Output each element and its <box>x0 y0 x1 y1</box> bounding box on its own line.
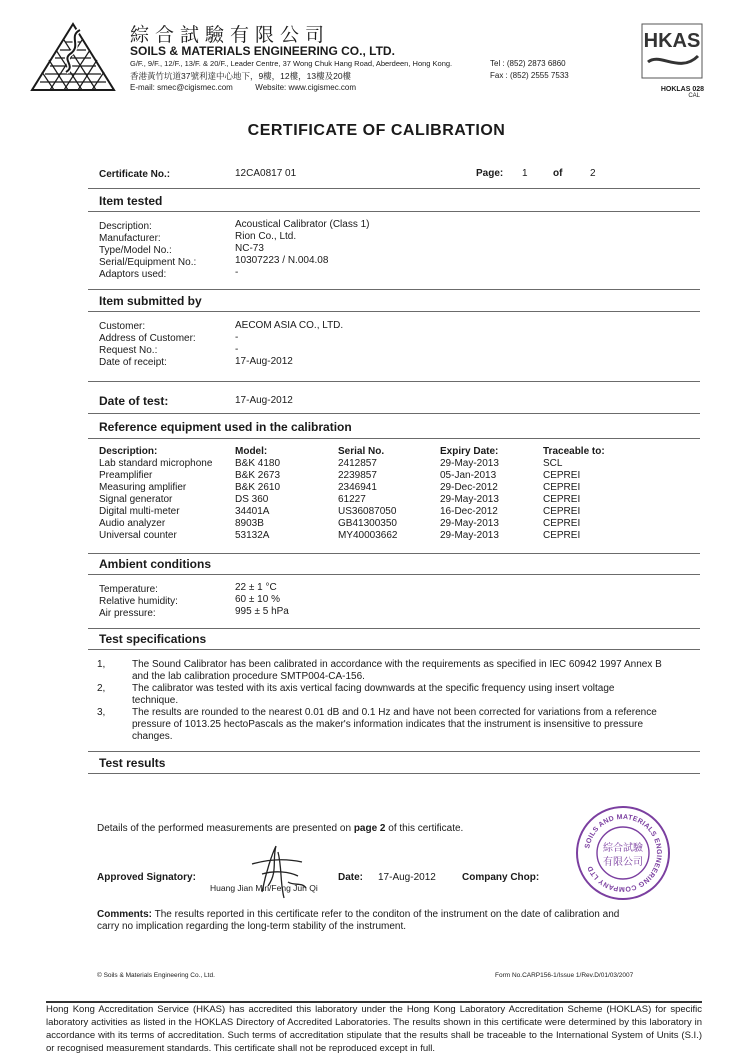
customer-value: AECOM ASIA CO., LTD. <box>235 320 344 331</box>
certificate-no-value: 12CA0817 01 <box>235 168 297 179</box>
company-name-chinese: 綜合試驗有限公司 <box>130 24 331 46</box>
signatory-date-value: 17-Aug-2012 <box>378 872 436 883</box>
details-prefix: Details of the performed measurements are presented on <box>97 823 354 834</box>
reference-traceable-column <box>543 446 605 542</box>
air-pressure-label: Air pressure: <box>99 608 156 619</box>
item-description-value: Acoustical Calibrator (Class 1) <box>235 219 370 230</box>
model-value: NC-73 <box>235 243 264 254</box>
hoklas-cal: CAL <box>688 93 700 99</box>
stamp-ring-text: SOILS AND MATERIALS ENGINEERING COMPANY LTD <box>584 813 663 893</box>
hoklas-number: HOKLAS 028 <box>660 86 704 93</box>
divider <box>88 311 700 312</box>
divider <box>88 413 700 414</box>
table-cell: Audio analyzer <box>99 518 166 529</box>
test-results-title: Test results <box>99 756 166 770</box>
adaptors-label: Adaptors used: <box>99 269 167 280</box>
customer-label: Customer: <box>99 321 146 332</box>
table-cell: 16-Dec-2012 <box>440 506 498 517</box>
serial-value: 10307223 / N.004.08 <box>235 255 329 266</box>
page-of: of <box>553 168 563 179</box>
hkas-mark-icon <box>640 22 704 80</box>
table-cell: Preamplifier <box>99 470 153 481</box>
column-header: Traceable to: <box>543 446 605 457</box>
column-header: Description: <box>99 446 158 457</box>
website-text: Website: www.cigismec.com <box>255 83 357 92</box>
page-title: CERTIFICATE OF CALIBRATION <box>247 122 506 139</box>
comments-line2: carry no implication regarding the long-term stability of the instrument. <box>97 921 407 932</box>
divider <box>88 289 700 290</box>
email-text: E-mail: smec@cigismec.com <box>130 83 233 92</box>
table-cell: 8903B <box>235 518 264 529</box>
signatory-name: Huang Jian Min/Feng Jun Qi <box>210 883 318 893</box>
serial-label: Serial/Equipment No.: <box>99 257 197 268</box>
details-text <box>97 823 463 835</box>
receipt-date-value: 17-Aug-2012 <box>235 356 293 367</box>
table-cell: CEPREI <box>543 530 581 541</box>
signature-scribble <box>232 842 342 902</box>
page-total: 2 <box>590 168 596 179</box>
table-cell: 29-Dec-2012 <box>440 482 498 493</box>
manufacturer-label: Manufacturer: <box>99 233 161 244</box>
table-cell: B&K 2673 <box>235 470 281 481</box>
date-of-test-label: Date of test: <box>99 394 169 408</box>
spec-text: The calibrator was tested with its axis vertical facing downwards at the specific frequency using insert voltage technique. <box>132 683 615 706</box>
divider <box>88 438 700 439</box>
table-cell: Universal counter <box>99 530 177 541</box>
column-header: Expiry Date: <box>440 446 499 457</box>
company-chop-stamp <box>575 805 671 901</box>
customer-address-label: Address of Customer: <box>99 333 196 344</box>
air-pressure-value: 995 ± 5 hPa <box>235 606 289 617</box>
page-label: Page: <box>476 168 504 179</box>
reference-description-column <box>99 446 212 542</box>
contact-line <box>130 83 356 92</box>
column-header: Model: <box>235 446 268 457</box>
humidity-value: 60 ± 10 % <box>235 594 280 605</box>
adaptors-value: - <box>235 267 239 278</box>
address-english: G/F., 9/F., 12/F., 13/F. & 20/F., Leader Centre, 37 Wong Chuk Hang Road, Aberdeen, Hong Kong. <box>130 59 453 68</box>
spec-number: 1, <box>97 659 106 670</box>
table-cell: GB41300350 <box>338 518 397 529</box>
company-logo <box>30 20 116 92</box>
details-suffix: of this certificate. <box>385 823 464 834</box>
model-label: Type/Model No.: <box>99 245 172 256</box>
spec-number: 2, <box>97 683 106 694</box>
item-tested-title: Item tested <box>99 194 163 208</box>
reference-serial-column <box>338 446 398 542</box>
divider <box>88 574 700 575</box>
divider <box>88 553 700 554</box>
divider <box>88 649 700 650</box>
fax-text: Fax : (852) 2555 7533 <box>490 71 569 80</box>
table-cell: 34401A <box>235 506 270 517</box>
approved-signatory-label: Approved Signatory: <box>97 872 196 883</box>
table-cell: 29-May-2013 <box>440 530 499 541</box>
table-cell: 2346941 <box>338 482 377 493</box>
table-cell: B&K 2610 <box>235 482 281 493</box>
reference-model-column <box>235 446 280 542</box>
spec-number: 3, <box>97 707 106 718</box>
table-cell: CEPREI <box>543 482 581 493</box>
table-cell: 29-May-2013 <box>440 458 499 469</box>
company-chop-label: Company Chop: <box>462 872 540 883</box>
comments-text <box>97 909 657 933</box>
item-description-label: Description: <box>99 221 152 232</box>
table-cell: 2239857 <box>338 470 377 481</box>
table-cell: Lab standard microphone <box>99 458 213 469</box>
spec-text: The results are rounded to the nearest 0.01 dB and 0.1 Hz and have not been corrected for variations from a reference pressure of 1013.25 hectoPascals as the maker's information indicates that the instrument is insensitive to pressure changes. <box>132 707 657 742</box>
divider <box>88 773 700 774</box>
company-name-english: SOILS & MATERIALS ENGINEERING CO., LTD. <box>130 44 395 58</box>
table-cell: CEPREI <box>543 470 581 481</box>
request-no-label: Request No.: <box>99 345 158 356</box>
table-cell: 29-May-2013 <box>440 494 499 505</box>
form-number: Form No.CARP156-1/Issue 1/Rev.D/01/03/2007 <box>495 972 634 979</box>
humidity-label: Relative humidity: <box>99 596 178 607</box>
table-cell: 29-May-2013 <box>440 518 499 529</box>
certificate-no-label: Certificate No.: <box>99 169 171 180</box>
request-no-value: - <box>235 344 239 355</box>
reference-equipment-title: Reference equipment used in the calibration <box>99 420 352 434</box>
signatory-date-label: Date: <box>338 872 364 883</box>
divider <box>88 381 700 382</box>
table-cell: 2412857 <box>338 458 377 469</box>
comments-label: Comments: <box>97 909 153 920</box>
table-cell: Signal generator <box>99 494 173 505</box>
table-cell: 05-Jan-2013 <box>440 470 497 481</box>
column-header: Serial No. <box>338 446 385 457</box>
copyright-text: © Soils & Materials Engineering Co., Ltd. <box>97 972 215 979</box>
address-chinese: 香港黃竹坑道37號利達中心地下，9樓，12樓，13樓及20樓 <box>130 71 352 81</box>
hkas-accreditation-logo <box>640 22 704 99</box>
item-submitted-title: Item submitted by <box>99 294 202 308</box>
table-cell: CEPREI <box>543 506 581 517</box>
table-cell: SCL <box>543 458 563 469</box>
table-cell: CEPREI <box>543 518 581 529</box>
temperature-label: Temperature: <box>99 584 158 595</box>
spec-text: The Sound Calibrator has been calibrated in accordance with the requirements as specified in IEC 60942 1997 Annex B and the lab calibration procedure SMTP004-CA-156. <box>132 659 662 682</box>
manufacturer-value: Rion Co., Ltd. <box>235 231 297 242</box>
customer-address-value: - <box>235 332 239 343</box>
table-cell: MY40003662 <box>338 530 398 541</box>
stamp-center-bottom: 有限公司 <box>603 857 643 868</box>
table-cell: B&K 4180 <box>235 458 281 469</box>
page-current: 1 <box>522 168 528 179</box>
table-cell: 53132A <box>235 530 270 541</box>
ambient-conditions-title: Ambient conditions <box>99 557 211 571</box>
hkas-logo-letters: HKAS <box>643 30 701 52</box>
divider <box>88 188 700 189</box>
table-cell: DS 360 <box>235 494 269 505</box>
date-of-test-value: 17-Aug-2012 <box>235 395 293 406</box>
telephone-text: Tel : (852) 2873 6860 <box>490 59 566 68</box>
divider <box>88 751 700 752</box>
table-cell: 61227 <box>338 494 366 505</box>
comments-line1: The results reported in this certificate refer to the conditon of the instrument on the date of calibration and <box>152 909 620 920</box>
divider <box>88 628 700 629</box>
stamp-center-top: 綜合試驗 <box>603 843 643 854</box>
hkas-accreditation-statement: Hong Kong Accreditation Service (HKAS) has accredited this laboratory under the Hong Kong Laboratory Accreditation Scheme (HOKLAS) for specific laboratory activities as listed in the HOKLAS Directory of Accredited Laboratories. The results shown in this certificate were determined by this laboratory in accordance with its terms of accreditation. Such terms of accreditation stipulate that the results shall be traceable to the International System of Units (S.I.) or recognised measurement standards. This certificate shall not be reproduced except in full. <box>46 1004 702 1054</box>
temperature-value: 22 ± 1 °C <box>235 582 277 593</box>
details-page-ref: page 2 <box>353 823 386 834</box>
table-cell: US36087050 <box>338 506 397 517</box>
receipt-date-label: Date of receipt: <box>99 357 167 368</box>
test-specifications-title: Test specifications <box>99 632 207 646</box>
divider <box>88 211 700 212</box>
table-cell: CEPREI <box>543 494 581 505</box>
table-cell: Digital multi-meter <box>99 506 180 517</box>
reference-expiry-column <box>440 446 499 542</box>
table-cell: Measuring amplifier <box>99 482 187 493</box>
